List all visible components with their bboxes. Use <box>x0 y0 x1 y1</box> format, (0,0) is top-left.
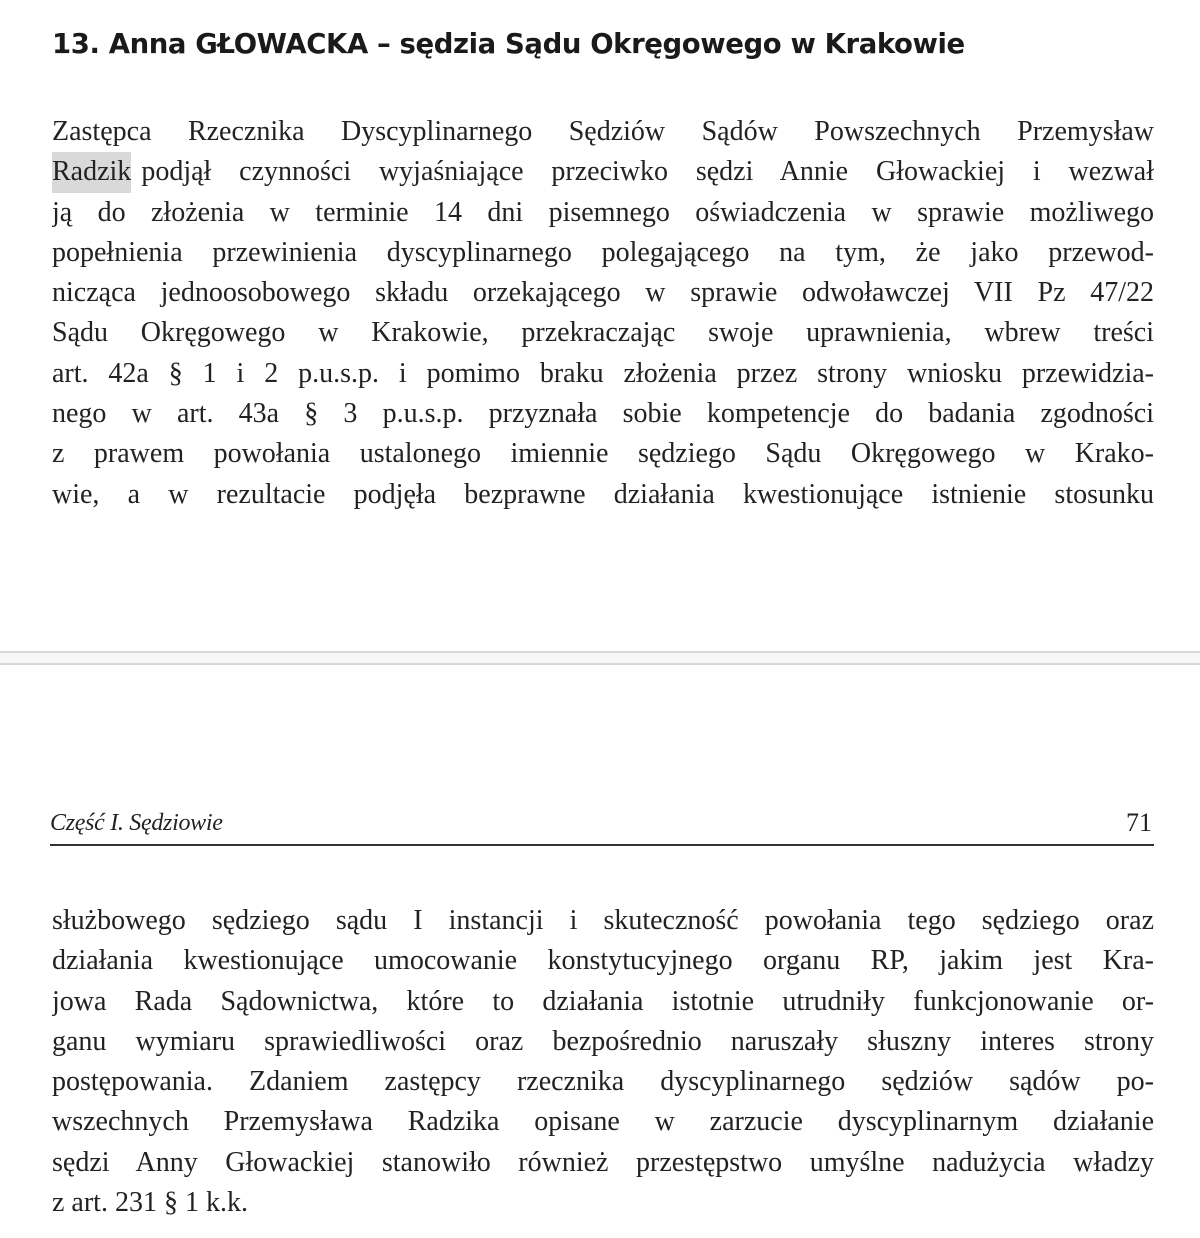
text-line: działania kwestionujące umocowanie konstytucyjnego organu RP, jakim jest Kra- <box>52 945 1154 977</box>
text-line: służbowego sędziego sądu I instancji i skuteczność powołania tego sędziego oraz <box>52 905 1154 936</box>
body-paragraph <box>52 112 1154 515</box>
text-line: wszechnych Przemysława Radzika opisane w zarzucie dyscyplinarnym działanie <box>52 1106 1154 1138</box>
text-line: popełnienia przewinienia dyscyplinarnego polegającego na tym, że jako przewod- <box>52 236 1154 268</box>
text-line: postępowania. Zdaniem zastępcy rzecznika dyscyplinarnego sędziów sądów po- <box>52 1066 1154 1098</box>
text-line <box>52 152 1154 192</box>
text-line: sędzi Anny Głowackiej stanowiło również przestępstwo umyślne nadużycia władzy <box>52 1146 1154 1178</box>
text-line-rest: podjął czynności wyjaśniające przeciwko sędzi Annie Głowackiej i wezwał <box>141 156 1154 188</box>
page-number: 71 <box>1126 808 1152 837</box>
text-line: ganu wymiaru sprawiedliwości oraz bezpośrednio naruszały słuszny interes strony <box>52 1025 1154 1057</box>
text-line: ją do złożenia w terminie 14 dni pisemnego oświadczenia w sprawie możliwego <box>52 196 1154 228</box>
running-header <box>50 806 1154 846</box>
search-highlight[interactable]: Radzik <box>52 152 131 192</box>
text-line: z prawem powołania ustalonego imiennie sędziego Sądu Okręgowego w Krako- <box>52 438 1154 470</box>
text-line: jowa Rada Sądownictwa, które to działania istotnie utrudniły funkcjonowanie or- <box>52 985 1154 1017</box>
text-line: nego w art. 43a § 3 p.u.s.p. przyznała sobie kompetencje do badania zgodności <box>52 398 1154 430</box>
text-line: wie, a w rezultacie podjęła bezprawne działania kwestionujące istnienie stosunku <box>52 478 1154 510</box>
text-line: Zastępca Rzecznika Dyscyplinarnego Sędziów Sądów Powszechnych Przemysław <box>52 116 1154 147</box>
text-line: nicząca jednoosobowego składu orzekającego w sprawie odwoławczej VII Pz 47/22 <box>52 277 1154 309</box>
section-heading: 13. Anna GŁOWACKA – sędzia Sądu Okręgowego w Krakowie <box>52 28 965 60</box>
text-line: Sądu Okręgowego w Krakowie, przekraczając swoje uprawnienia, wbrew treści <box>52 317 1154 349</box>
text-line: art. 42a § 1 i 2 p.u.s.p. i pomimo braku złożenia przez strony wniosku przewidzia- <box>52 357 1154 389</box>
text-line: z art. 231 § 1 k.k. <box>52 1187 248 1219</box>
running-header-section: Część I. Sędziowie <box>50 810 223 836</box>
page-separator <box>0 651 1200 665</box>
body-paragraph-continued <box>52 901 1154 1223</box>
